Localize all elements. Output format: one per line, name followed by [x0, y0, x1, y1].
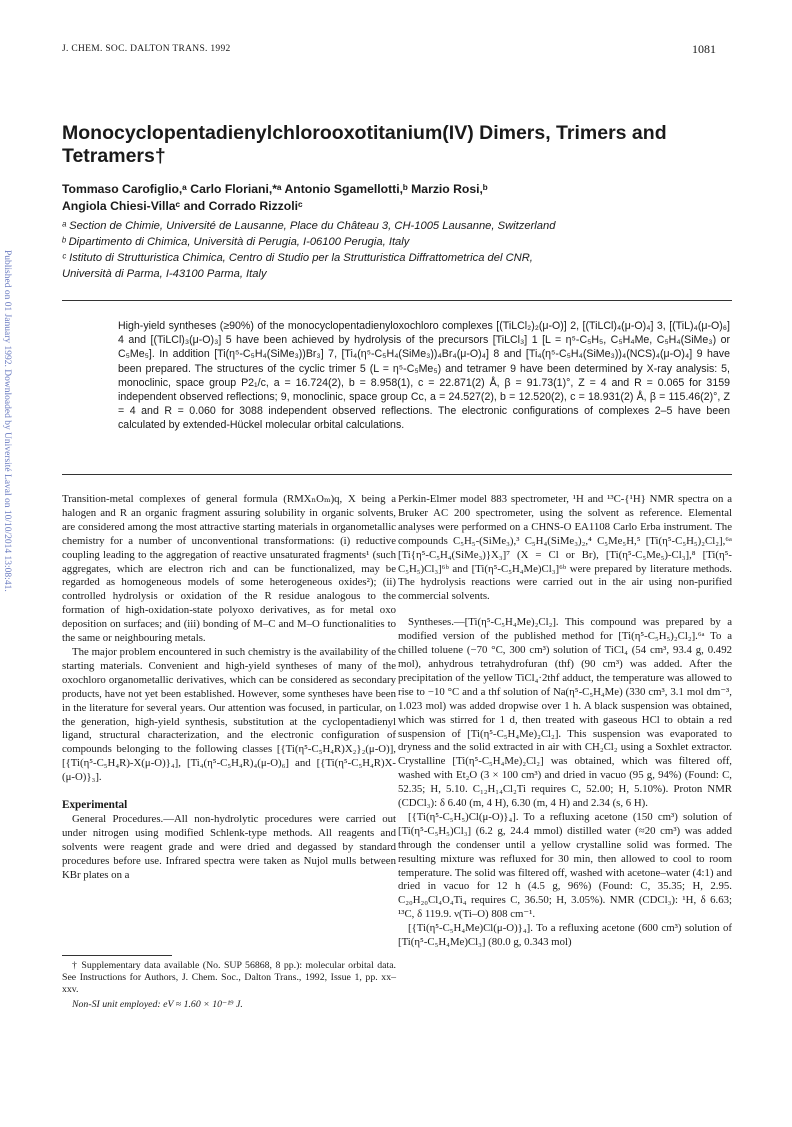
affiliation-a: ᵃ Section de Chimie, Université de Lausanne, Place du Château 3, CH-1005 Lausanne, Switzerland — [62, 220, 556, 232]
author-line-2: Angiola Chiesi-Villaᶜ and Corrado Rizzoliᶜ — [62, 199, 303, 213]
author-line-1: Tommaso Carofiglio,ᵃ Carlo Floriani,*ᵃ Antonio Sgamellotti,ᵇ Marzio Rosi,ᵇ — [62, 182, 488, 196]
footnote-units: Non-SI unit employed: eV ≈ 1.60 × 10⁻¹⁹ J. — [72, 998, 243, 1010]
journal-header: J. CHEM. SOC. DALTON TRANS. 1992 — [62, 44, 231, 54]
download-stamp-text: Published on 01 January 1992. Downloaded by Université Laval on 10/10/2014 13:08:41. — [2, 250, 12, 592]
author-list — [62, 181, 752, 215]
abstract-top-rule — [62, 300, 732, 301]
footnotes — [62, 960, 396, 1013]
article-title: Monocyclopentadienylchlorooxotitanium(IV) Dimers, Trimers and Tetramers† — [62, 122, 667, 167]
page-number: 1081 — [692, 42, 716, 56]
abstract: High-yield syntheses (≥90%) of the monocyclopentadienyloxochloro complexes [(TiLCl₂)₂(μ-O)] 2, [(TiLCl)₄(μ-O)₄] 3, [(TiL)₄(μ-O)₆] 4 and [(TiLCl)₃(μ-O)₃] 5 have been achieved by hydrolysis of the precursors [TiLCl₃] 1 [L = η⁵-C₅H₅, C₅H₄Me, C₅H₄(SiMe₃) or C₅Me₅]. In addition [Ti(η⁵-C₅H₄(SiMe₃))Br₃] 7, [Ti₄(η⁵-C₅H₄(SiMe₃))₄Br₄(μ-O)₄] 8 and [Ti₄(η⁵-C₅H₄(SiMe₃))₄(NCS)₄(μ-O)₄] 9 have been prepared. The structures of the cyclic trimer 5 (L = η⁵-C₅Me₅) and tetramer 9 have been determined by X-ray analysis: 5, monoclinic, space group P2₁/c, a = 16.724(2), b = 8.958(1), c = 22.871(2) Å, β = 91.73(1)°, Z = 4 and R = 0.065 for 3159 independent observed reflections; 9, monoclinic, space group Cc, a = 24.527(2), b = 12.520(2), c = 18.931(2) Å, β = 115.46(2)°, Z = 4 and R = 0.060 for 3088 independent observed reflections. The electronic configurations of complexes 2–5 have been calculated by extended-Hückel molecular orbital calculations. — [118, 320, 730, 432]
left-column — [62, 493, 396, 882]
footnote-rule — [62, 955, 172, 956]
section-heading-experimental: Experimental — [62, 799, 128, 812]
synthesis-paragraph-2: [{Ti(η⁵-C₅H₅)Cl(μ-O)}₄]. To a refluxing acetone (150 cm³) solution of [Ti(η⁵-C₅H₅)Cl₃] (6.2 g, 24.4 mmol) distilled water (≈20 cm³) was added through the condenser until a yellow crystalline solid was formed. The resulting mixture was refluxed for 30 min, then allowed to cool to room temperature. The solid was filtered off, washed with acetone–water (4:1) and dried in vacuo for 12 h (4.5 g, 96%) (Found: C, 35.35; H, 2.95. C₂₀H₂₀Cl₄O₄Ti₄ requires C, 36.50; H, 3.05%). NMR (CDCl₃): ¹H, δ 6.63; ¹³C, δ 119.9. ν(Ti–O) 808 cm⁻¹. — [398, 810, 732, 921]
abstract-bottom-rule — [62, 474, 732, 475]
intro-paragraph-2: The major problem encountered in such chemistry is the availability of the starting materials. Convenient and high-yield syntheses of many of the oxochloro organometallic derivatives, which can be considered as secondary products, have not yet been established. However, some syntheses have been in the literature for several years. Our attention was focused, in particular, on the generation, high-yield synthesis, substitution at the cyclopentadienyl ligand, structural characterization, and the electronic configuration of compounds belonging to the following classes [{Ti(η⁵-C₅H₄R)X₂}₂(μ-O)], [{Ti(η⁵-C₅H₄R)-X(μ-O)}₄], [Ti₄(η⁵-C₅H₄R)₄(μ-O)₆] and [{Ti(η⁵-C₅H₄R)X-(μ-O)}₃]. — [62, 645, 396, 784]
right-column — [398, 493, 732, 950]
synthesis-paragraph-1: Syntheses.—[Ti(η⁵-C₅H₄Me)₂Cl₂]. This compound was prepared by a modified version of the published method for [Ti(η⁵-C₅H₅)₂Cl₂].⁶ᵃ To a chilled toluene (−70 °C, 300 cm³) solution of TiCl₄ (54 cm³, 93.4 g, 0.492 mol), anhydrous tetrahydrofuran (thf) (90 cm³) was added. After the precipitation of the yellow TiCl₄·2thf adduct, the temperature was allowed to rise to −10 °C and a thf solution of Na(η⁵-C₅H₄Me) (330 cm³, 3.1 mol dm⁻³, 1.023 mol) was added dropwise over 1 h. A black suspension was obtained, which was stirred for 1 d, then treated with gaseous HCl to obtain a red suspension of [Ti(η⁵-C₅H₄Me)₂Cl₂]. This suspension was evaporated to dryness and the solid extracted in air with CH₂Cl₂ using a Soxhlet extractor. Crystalline [Ti(η⁵-C₅H₄Me)₂Cl₂] was obtained, which was filtered off, washed with Et₂O (3 × 100 cm³) and dried in vacuo (95 g, 94%) (Found: C, 52.35; H, 5.10. C₁₂H₁₄Cl₂Ti requires C, 52.00; H, 5.10%). Proton NMR (CDCl₃): δ 6.40 (m, 4 H), 6.30 (m, 4 H) and 2.34 (s, 6 H). — [398, 616, 732, 810]
intro-paragraph-1: Transition-metal complexes of general formula (RMXₙOₘ)q, X being a halogen and R an organic fragment assuring solubility in organic solvents, are considered among the most attractive starting materials in organometallic chemistry for a number of unconventional transformations: (i) reductive coupling leading to the aggregation of reactive unsaturated fragments¹ (such aggregates, which are electron rich and can be functionalized, may be regarded as homogeneous models of some heterogeneous oxides²); (ii) controlled hydrolysis or oxidation of the R residue analogous to the formation of high-oxidation-state polyoxo derivatives, as for metal oxo deposition on surfaces; and (iii) bonding of M–C and M–O functionalities to the same or neighbouring metals. — [62, 493, 396, 645]
methods-paragraph: Perkin-Elmer model 883 spectrometer, ¹H and ¹³C-{¹H} NMR spectra on a Bruker AC 200 spectrometer, using the solvent as reference. Elemental analyses were performed on a CHNS-O EA1108 Carlo Erba instrument. The compounds C₅H₅-(SiMe₃),³ C₅H₄(SiMe₃)₂,⁴ C₅Me₅H,⁵ [Ti(η⁵-C₅H₅)₂Cl₂],⁶ᵃ [Ti{η⁵-C₅H₄(SiMe₃)}X₃]⁷ (X = Cl or Br), [Ti(η⁵-C₅Me₅)-Cl₃],⁸ [Ti(η⁵-C₅H₅)Cl₃]⁶ᵇ and [Ti(η⁵-C₅H₄Me)Cl₃]⁶ᵇ were prepared by literature methods. The hydrolysis reactions were carried out in the air using non-purified commercial solvents. — [398, 493, 732, 603]
affiliations — [62, 218, 752, 282]
download-stamp — [0, 250, 14, 970]
affiliation-b: ᵇ Dipartimento di Chimica, Università di Perugia, I-06100 Perugia, Italy — [62, 236, 410, 248]
synthesis-paragraph-3: [{Ti(η⁵-C₅H₄Me)Cl(μ-O)}₄]. To a refluxing acetone (600 cm³) solution of [Ti(η⁵-C₅H₄Me)Cl₃] (80.0 g, 0.343 mol) — [398, 922, 732, 949]
affiliation-c: ᶜ Istituto di Strutturistica Chimica, Centro di Studio per la Strutturistica Diffrattometrica del CNR, — [62, 252, 533, 264]
footnote-supplementary: † Supplementary data available (No. SUP 56868, 8 pp.): molecular orbital data. See Instructions for Authors, J. Chem. Soc., Dalton Trans., 1992, Issue 1, pp. xx–xxv. — [62, 960, 396, 996]
experimental-paragraph: General Procedures.—All non-hydrolytic procedures were carried out under nitrogen using modified Schlenk-type methods. All reagents and solvents were reagent grade and were dried and degassed by standard procedures before use. Infrared spectra were taken as Nujol mulls between KBr plates on a — [62, 812, 396, 881]
affiliation-c-cont: Università di Parma, I-43100 Parma, Italy — [62, 268, 267, 280]
